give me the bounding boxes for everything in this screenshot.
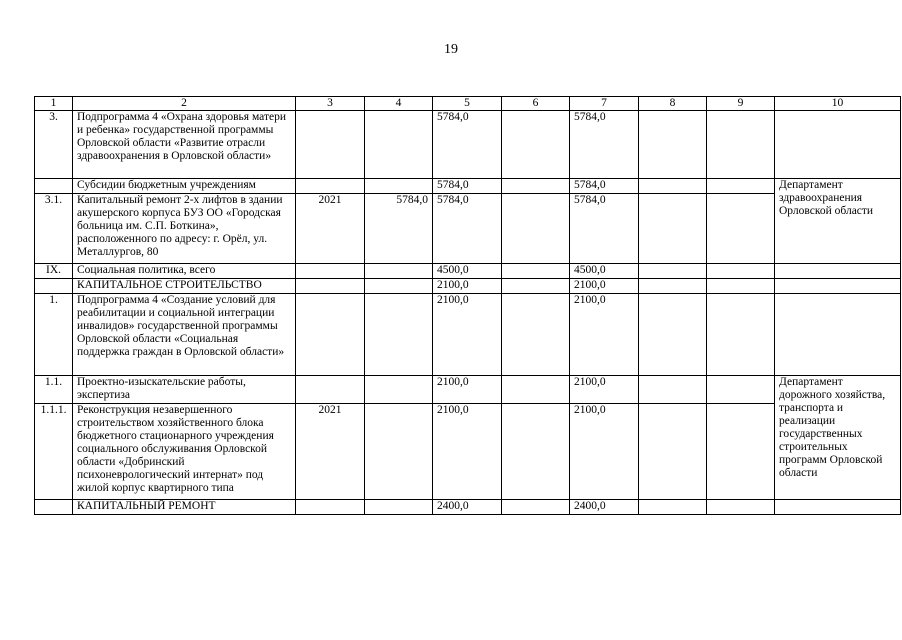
row-col10 <box>775 500 901 515</box>
row-col5: 2100,0 <box>433 294 502 376</box>
row-col7: 5784,0 <box>570 179 639 194</box>
row-col9 <box>707 500 775 515</box>
responsible-department: Департамент дорожного хозяйства, транспорта и реализации государственных строительных программ Орловской области <box>775 376 901 500</box>
row-amount <box>365 279 433 294</box>
row-col10 <box>775 111 901 179</box>
row-year <box>296 376 365 404</box>
row-amount <box>365 404 433 500</box>
row-col6 <box>502 179 570 194</box>
table-header-row <box>35 97 901 111</box>
row-col9 <box>707 294 775 376</box>
row-col9 <box>707 279 775 294</box>
column-header-6: 6 <box>502 97 570 111</box>
row-col5: 5784,0 <box>433 194 502 264</box>
row-col6 <box>502 404 570 500</box>
row-name: Субсидии бюджетным учреждениям <box>73 179 296 194</box>
row-col8 <box>639 294 707 376</box>
row-year: 2021 <box>296 194 365 264</box>
row-year <box>296 179 365 194</box>
column-header-3: 3 <box>296 97 365 111</box>
row-col7: 2400,0 <box>570 500 639 515</box>
table-row <box>35 404 901 500</box>
row-amount <box>365 500 433 515</box>
row-col8 <box>639 179 707 194</box>
row-col8 <box>639 279 707 294</box>
budget-table <box>34 96 901 515</box>
table-row <box>35 500 901 515</box>
column-header-9: 9 <box>707 97 775 111</box>
row-col8 <box>639 264 707 279</box>
column-header-10: 10 <box>775 97 901 111</box>
row-col6 <box>502 264 570 279</box>
row-name: Подпрограмма 4 «Охрана здоровья матери и ребенка» государственной программы Орловской области «Развитие отрасли здравоохранения в Орловской области» <box>73 111 296 179</box>
row-col8 <box>639 500 707 515</box>
row-col5: 5784,0 <box>433 111 502 179</box>
row-amount <box>365 294 433 376</box>
row-col7: 5784,0 <box>570 194 639 264</box>
row-name: Подпрограмма 4 «Создание условий для реабилитации и социальной интеграции инвалидов» государственной программы Орловской области «Социальная поддержка граждан в Орловской области» <box>73 294 296 376</box>
table-row <box>35 111 901 179</box>
row-col9 <box>707 111 775 179</box>
column-header-1: 1 <box>35 97 73 111</box>
row-col5: 2100,0 <box>433 404 502 500</box>
row-number <box>35 279 73 294</box>
row-col8 <box>639 404 707 500</box>
table-row <box>35 264 901 279</box>
row-year <box>296 279 365 294</box>
row-col8 <box>639 194 707 264</box>
row-col6 <box>502 500 570 515</box>
row-col10 <box>775 279 901 294</box>
row-number <box>35 500 73 515</box>
row-col6 <box>502 111 570 179</box>
row-year: 2021 <box>296 404 365 500</box>
row-year <box>296 264 365 279</box>
row-col5: 4500,0 <box>433 264 502 279</box>
row-col8 <box>639 111 707 179</box>
table-row <box>35 279 901 294</box>
row-year <box>296 500 365 515</box>
row-col7: 2100,0 <box>570 294 639 376</box>
row-col6 <box>502 194 570 264</box>
row-col6 <box>502 294 570 376</box>
table-row <box>35 194 901 264</box>
column-header-5: 5 <box>433 97 502 111</box>
row-col7: 4500,0 <box>570 264 639 279</box>
row-col5: 2100,0 <box>433 279 502 294</box>
row-name: Капитальный ремонт 2-х лифтов в здании акушерского корпуса БУЗ ОО «Городская больница им. С.П. Боткина», расположенного по адресу: г. Орёл, ул. Металлургов, 80 <box>73 194 296 264</box>
column-header-2: 2 <box>73 97 296 111</box>
row-col7: 2100,0 <box>570 404 639 500</box>
table-row <box>35 294 901 376</box>
page-number: 19 <box>444 42 458 57</box>
row-amount <box>365 111 433 179</box>
row-name: Проектно-изыскательские работы, экспертиза <box>73 376 296 404</box>
row-name: Социальная политика, всего <box>73 264 296 279</box>
row-col6 <box>502 376 570 404</box>
row-number: IX. <box>35 264 73 279</box>
row-amount <box>365 376 433 404</box>
row-col7: 5784,0 <box>570 111 639 179</box>
row-number: 1. <box>35 294 73 376</box>
row-name: Реконструкция незавершенного строительством хозяйственного блока бюджетного стационарного учреждения социального обслуживания Орловской области «Добринский психоневрологический интернат» под жилой корпус квартирного типа <box>73 404 296 500</box>
row-number: 1.1. <box>35 376 73 404</box>
column-header-4: 4 <box>365 97 433 111</box>
table-row <box>35 376 901 404</box>
row-col9 <box>707 194 775 264</box>
row-number: 1.1.1. <box>35 404 73 500</box>
row-col7: 2100,0 <box>570 376 639 404</box>
column-header-8: 8 <box>639 97 707 111</box>
row-amount: 5784,0 <box>365 194 433 264</box>
row-number: 3. <box>35 111 73 179</box>
row-col5: 2100,0 <box>433 376 502 404</box>
row-col9 <box>707 376 775 404</box>
row-col7: 2100,0 <box>570 279 639 294</box>
row-col9 <box>707 404 775 500</box>
row-col10 <box>775 294 901 376</box>
row-col5: 2400,0 <box>433 500 502 515</box>
row-name: КАПИТАЛЬНЫЙ РЕМОНТ <box>73 500 296 515</box>
row-col6 <box>502 279 570 294</box>
row-col8 <box>639 376 707 404</box>
row-col10 <box>775 264 901 279</box>
column-header-7: 7 <box>570 97 639 111</box>
row-number: 3.1. <box>35 194 73 264</box>
row-col5: 5784,0 <box>433 179 502 194</box>
row-number <box>35 179 73 194</box>
row-year <box>296 111 365 179</box>
responsible-department: Департамент здравоохранения Орловской области <box>775 179 901 264</box>
row-col9 <box>707 264 775 279</box>
row-name: КАПИТАЛЬНОЕ СТРОИТЕЛЬСТВО <box>73 279 296 294</box>
row-col9 <box>707 179 775 194</box>
table-row <box>35 179 901 194</box>
row-year <box>296 294 365 376</box>
row-amount <box>365 264 433 279</box>
row-amount <box>365 179 433 194</box>
